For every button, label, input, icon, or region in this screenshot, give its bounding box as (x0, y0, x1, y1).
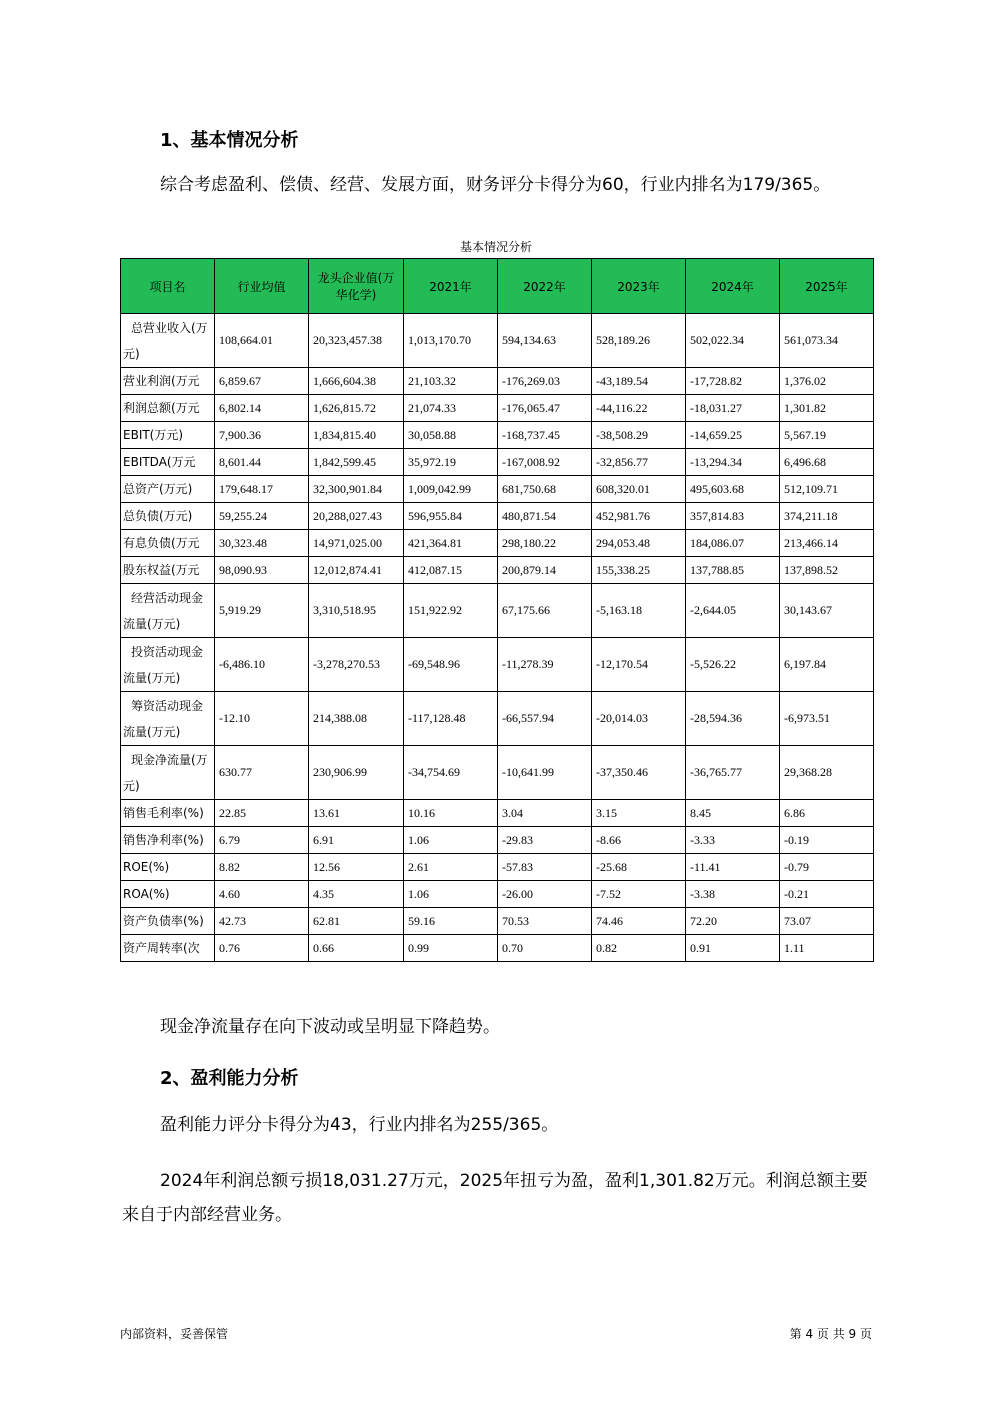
cell-2022: 594,134.63 (498, 314, 592, 368)
cell-2023: -38,508.29 (592, 422, 686, 449)
cell-2025: 73.07 (780, 908, 874, 935)
cell-2023: 74.46 (592, 908, 686, 935)
cell-2023: -44,116.22 (592, 395, 686, 422)
cell-2024: -3.33 (686, 827, 780, 854)
cell-2023: 155,338.25 (592, 557, 686, 584)
cell-2025: 30,143.67 (780, 584, 874, 638)
cashflow-note: 现金净流量存在向下波动或呈明显下降趋势。 (160, 1017, 500, 1037)
cell-2021: -69,548.96 (404, 638, 498, 692)
cell-leader: 20,288,027.43 (309, 503, 404, 530)
table-row (121, 827, 874, 854)
financial-table (120, 258, 874, 962)
cell-2025: 512,109.71 (780, 476, 874, 503)
cell-2022: 681,750.68 (498, 476, 592, 503)
cell-2023: -37,350.46 (592, 746, 686, 800)
cell-2023: 3.15 (592, 800, 686, 827)
cell-leader: 1,666,604.38 (309, 368, 404, 395)
cell-2021: 421,364.81 (404, 530, 498, 557)
cell-2021: 412,087.15 (404, 557, 498, 584)
header-2021: 2021年 (404, 259, 498, 314)
cell-leader: 1,834,815.40 (309, 422, 404, 449)
cell-leader: 62.81 (309, 908, 404, 935)
cell-industry-avg: 59,255.24 (215, 503, 309, 530)
cell-label: EBIT(万元) (121, 422, 215, 449)
cell-industry-avg: 630.77 (215, 746, 309, 800)
cell-leader: 20,323,457.38 (309, 314, 404, 368)
cell-2021: 1.06 (404, 827, 498, 854)
table-row (121, 449, 874, 476)
table-row (121, 314, 874, 368)
cell-2025: -0.79 (780, 854, 874, 881)
cell-2021: 35,972.19 (404, 449, 498, 476)
cell-2023: -43,189.54 (592, 368, 686, 395)
cell-industry-avg: 22.85 (215, 800, 309, 827)
cell-label: 销售毛利率(%) (121, 800, 215, 827)
cell-label: 经营活动现金流量(万元) (121, 584, 215, 638)
cell-2025: 137,898.52 (780, 557, 874, 584)
cell-2021: 30,058.88 (404, 422, 498, 449)
cell-2022: -66,557.94 (498, 692, 592, 746)
cell-2022: -11,278.39 (498, 638, 592, 692)
cell-2021: 59.16 (404, 908, 498, 935)
table-row (121, 476, 874, 503)
cell-2021: 596,955.84 (404, 503, 498, 530)
cell-leader: 4.35 (309, 881, 404, 908)
cell-2024: -14,659.25 (686, 422, 780, 449)
cell-industry-avg: 6.79 (215, 827, 309, 854)
cell-2022: -57.83 (498, 854, 592, 881)
cell-2025: 1.11 (780, 935, 874, 962)
cell-2021: 1,013,170.70 (404, 314, 498, 368)
cell-2021: 151,922.92 (404, 584, 498, 638)
cell-2025: -0.21 (780, 881, 874, 908)
cell-industry-avg: 7,900.36 (215, 422, 309, 449)
cell-2025: 561,073.34 (780, 314, 874, 368)
cell-2025: 6.86 (780, 800, 874, 827)
table-row (121, 584, 874, 638)
footer-confidential: 内部资料，妥善保管 (120, 1327, 229, 1341)
cell-leader: -3,278,270.53 (309, 638, 404, 692)
cell-2022: -176,269.03 (498, 368, 592, 395)
section1-summary: 综合考虑盈利、偿债、经营、发展方面，财务评分卡得分为60，行业内排名为179/365。 (160, 175, 831, 195)
cell-label: 现金净流量(万元) (121, 746, 215, 800)
cell-2025: 6,496.68 (780, 449, 874, 476)
cell-label: 利润总额(万元 (121, 395, 215, 422)
cell-2023: 452,981.76 (592, 503, 686, 530)
cell-2024: -17,728.82 (686, 368, 780, 395)
cell-industry-avg: 108,664.01 (215, 314, 309, 368)
cell-2022: -167,008.92 (498, 449, 592, 476)
cell-2023: -25.68 (592, 854, 686, 881)
header-item: 项目名 (121, 259, 215, 314)
cell-leader: 1,626,815.72 (309, 395, 404, 422)
cell-2022: -176,065.47 (498, 395, 592, 422)
cell-2024: -2,644.05 (686, 584, 780, 638)
cell-2025: 374,211.18 (780, 503, 874, 530)
section2-heading: 2、盈利能力分析 (160, 1068, 299, 1089)
cell-industry-avg: 0.76 (215, 935, 309, 962)
table-caption: 基本情况分析 (459, 240, 532, 254)
cell-label: 资产负债率(%) (121, 908, 215, 935)
cell-label: 有息负债(万元 (121, 530, 215, 557)
cell-2024: 0.91 (686, 935, 780, 962)
cell-label: 总营业收入(万元) (121, 314, 215, 368)
cell-2025: 1,376.02 (780, 368, 874, 395)
cell-2025: 6,197.84 (780, 638, 874, 692)
cell-2024: 495,603.68 (686, 476, 780, 503)
cell-2021: 2.61 (404, 854, 498, 881)
cell-2023: -32,856.77 (592, 449, 686, 476)
table-row (121, 746, 874, 800)
header-2022: 2022年 (498, 259, 592, 314)
cell-2025: -6,973.51 (780, 692, 874, 746)
cell-industry-avg: -12.10 (215, 692, 309, 746)
cell-2023: 608,320.01 (592, 476, 686, 503)
table-row (121, 638, 874, 692)
table-row (121, 800, 874, 827)
cell-leader: 0.66 (309, 935, 404, 962)
cell-2022: 0.70 (498, 935, 592, 962)
cell-2024: -3.38 (686, 881, 780, 908)
table-row (121, 557, 874, 584)
cell-2024: 8.45 (686, 800, 780, 827)
cell-2024: -13,294.34 (686, 449, 780, 476)
cell-2022: 70.53 (498, 908, 592, 935)
table-row (121, 503, 874, 530)
cell-2021: -34,754.69 (404, 746, 498, 800)
cell-2024: -11.41 (686, 854, 780, 881)
cell-2021: 0.99 (404, 935, 498, 962)
cell-2022: -168,737.45 (498, 422, 592, 449)
table-row (121, 395, 874, 422)
cell-industry-avg: 6,802.14 (215, 395, 309, 422)
cell-leader: 12.56 (309, 854, 404, 881)
cell-leader: 12,012,874.41 (309, 557, 404, 584)
cell-industry-avg: 30,323.48 (215, 530, 309, 557)
cell-label: EBITDA(万元 (121, 449, 215, 476)
cell-2023: -12,170.54 (592, 638, 686, 692)
header-2024: 2024年 (686, 259, 780, 314)
cell-2025: 213,466.14 (780, 530, 874, 557)
cell-2023: 528,189.26 (592, 314, 686, 368)
table-row (121, 692, 874, 746)
table-row (121, 881, 874, 908)
cell-leader: 14,971,025.00 (309, 530, 404, 557)
cell-leader: 13.61 (309, 800, 404, 827)
cell-label: 总资产(万元) (121, 476, 215, 503)
cell-2022: -26.00 (498, 881, 592, 908)
cell-label: ROE(%) (121, 854, 215, 881)
cell-industry-avg: 8,601.44 (215, 449, 309, 476)
cell-2023: -20,014.03 (592, 692, 686, 746)
cell-2024: 184,086.07 (686, 530, 780, 557)
cell-2023: 294,053.48 (592, 530, 686, 557)
cell-leader: 32,300,901.84 (309, 476, 404, 503)
cell-2023: -7.52 (592, 881, 686, 908)
table-row (121, 530, 874, 557)
cell-industry-avg: 4.60 (215, 881, 309, 908)
cell-leader: 230,906.99 (309, 746, 404, 800)
cell-2024: -18,031.27 (686, 395, 780, 422)
cell-2025: 1,301.82 (780, 395, 874, 422)
cell-2022: 298,180.22 (498, 530, 592, 557)
header-industry-avg: 行业均值 (215, 259, 309, 314)
cell-leader: 214,388.08 (309, 692, 404, 746)
cell-2021: 1.06 (404, 881, 498, 908)
cell-2024: 357,814.83 (686, 503, 780, 530)
table-row (121, 368, 874, 395)
header-2023: 2023年 (592, 259, 686, 314)
cell-industry-avg: 179,648.17 (215, 476, 309, 503)
section1-heading: 1、基本情况分析 (160, 130, 299, 151)
cell-label: 总负债(万元) (121, 503, 215, 530)
cell-2022: 3.04 (498, 800, 592, 827)
cell-2025: 5,567.19 (780, 422, 874, 449)
cell-label: 投资活动现金流量(万元) (121, 638, 215, 692)
cell-2021: 21,074.33 (404, 395, 498, 422)
cell-2021: 21,103.32 (404, 368, 498, 395)
cell-industry-avg: 5,919.29 (215, 584, 309, 638)
cell-2022: 200,879.14 (498, 557, 592, 584)
cell-2021: -117,128.48 (404, 692, 498, 746)
cell-2024: 72.20 (686, 908, 780, 935)
cell-2022: -10,641.99 (498, 746, 592, 800)
cell-leader: 1,842,599.45 (309, 449, 404, 476)
cell-label: ROA(%) (121, 881, 215, 908)
section2-score: 盈利能力评分卡得分为43，行业内排名为255/365。 (160, 1115, 559, 1135)
cell-industry-avg: 8.82 (215, 854, 309, 881)
cell-leader: 6.91 (309, 827, 404, 854)
cell-2023: -8.66 (592, 827, 686, 854)
cell-industry-avg: 98,090.93 (215, 557, 309, 584)
cell-leader: 3,310,518.95 (309, 584, 404, 638)
section2-profit-text: 2024年利润总额亏损18,031.27万元，2025年扭亏为盈，盈利1,301.82万元。利润总额主要来自于内部经营业务。 (122, 1171, 868, 1225)
cell-2024: 137,788.85 (686, 557, 780, 584)
cell-label: 股东权益(万元 (121, 557, 215, 584)
cell-2024: 502,022.34 (686, 314, 780, 368)
table-row (121, 935, 874, 962)
footer-page-number: 第 4 页 共 9 页 (789, 1327, 872, 1341)
cell-2025: 29,368.28 (780, 746, 874, 800)
cell-label: 营业利润(万元 (121, 368, 215, 395)
header-2025: 2025年 (780, 259, 874, 314)
cell-label: 筹资活动现金流量(万元) (121, 692, 215, 746)
cell-2023: -5,163.18 (592, 584, 686, 638)
cell-2022: -29.83 (498, 827, 592, 854)
cell-industry-avg: 42.73 (215, 908, 309, 935)
cell-industry-avg: 6,859.67 (215, 368, 309, 395)
cell-2024: -36,765.77 (686, 746, 780, 800)
table-row (121, 422, 874, 449)
table-row (121, 854, 874, 881)
cell-label: 销售净利率(%) (121, 827, 215, 854)
table-row (121, 908, 874, 935)
cell-2023: 0.82 (592, 935, 686, 962)
cell-2024: -5,526.22 (686, 638, 780, 692)
table-header-row (121, 259, 874, 314)
cell-2025: -0.19 (780, 827, 874, 854)
cell-2024: -28,594.36 (686, 692, 780, 746)
header-leader: 龙头企业值(万华化学) (309, 259, 404, 314)
cell-industry-avg: -6,486.10 (215, 638, 309, 692)
cell-2021: 10.16 (404, 800, 498, 827)
cell-2022: 480,871.54 (498, 503, 592, 530)
cell-2022: 67,175.66 (498, 584, 592, 638)
cell-2021: 1,009,042.99 (404, 476, 498, 503)
cell-label: 资产周转率(次 (121, 935, 215, 962)
